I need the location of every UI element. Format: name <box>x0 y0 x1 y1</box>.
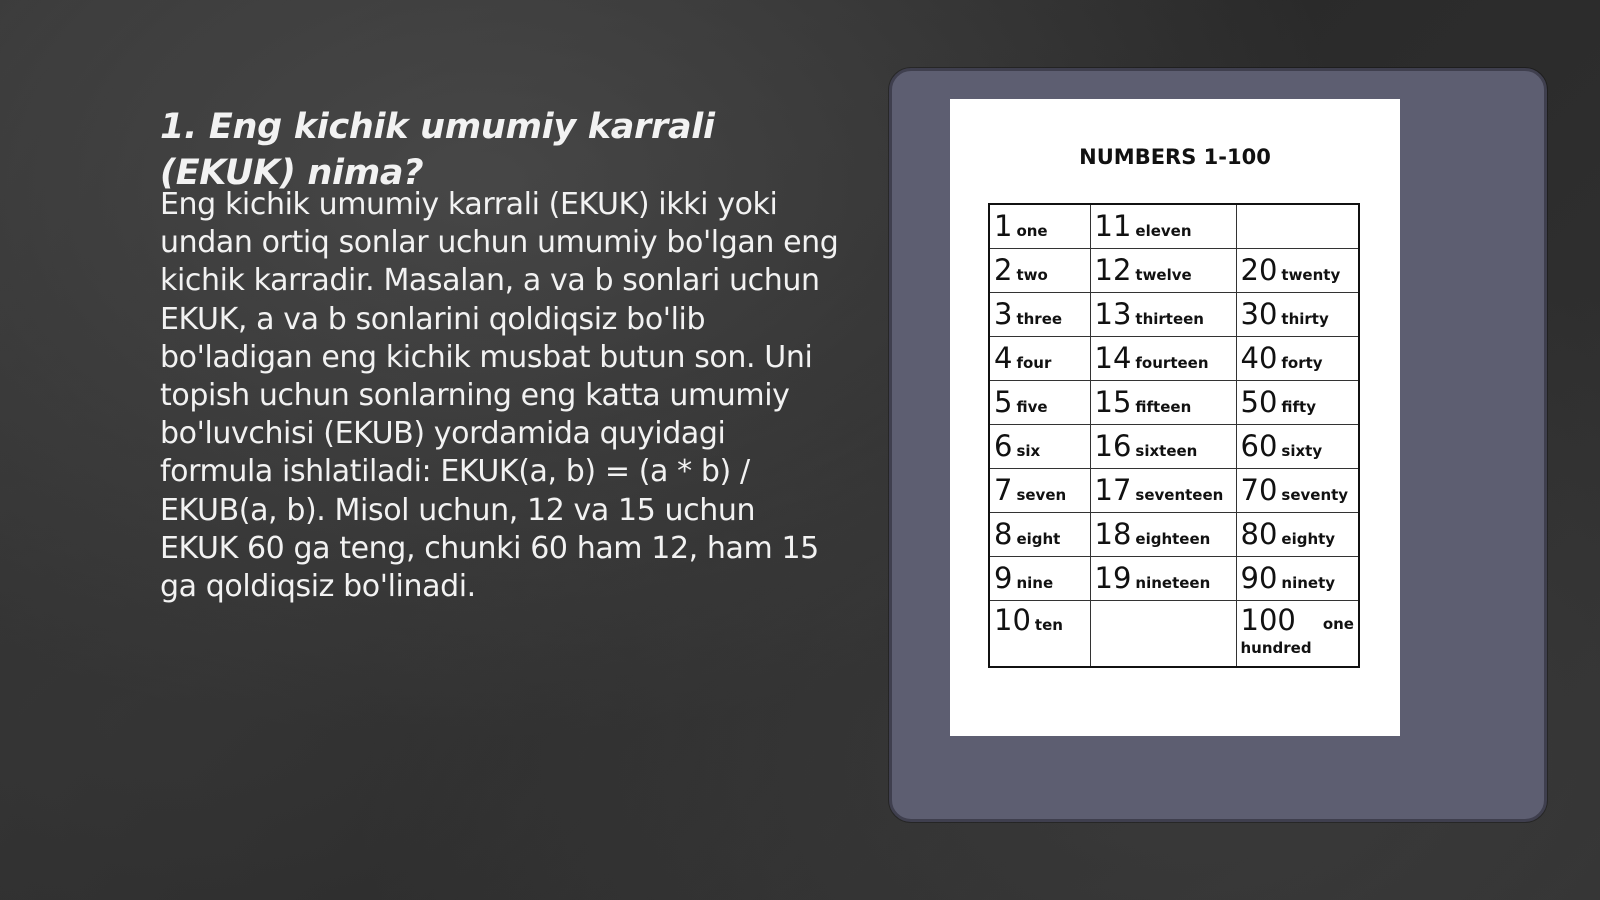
number-digits: 15 <box>1094 385 1132 419</box>
number-digits: 14 <box>1094 341 1132 375</box>
table-cell <box>1236 248 1359 292</box>
numbers-chart-image <box>950 99 1400 736</box>
table-cell <box>1236 512 1359 556</box>
number-word: nine <box>1016 574 1054 592</box>
numbers-table <box>988 203 1360 668</box>
table-cell <box>989 248 1090 292</box>
table-cell <box>989 468 1090 512</box>
table-cell-empty <box>1090 600 1236 667</box>
numbers-table-body <box>989 204 1359 667</box>
table-cell <box>989 512 1090 556</box>
number-digits: 9 <box>994 561 1013 595</box>
table-cell <box>1236 204 1359 248</box>
table-row <box>989 292 1359 336</box>
table-cell <box>1236 380 1359 424</box>
table-cell <box>1090 556 1236 600</box>
table-cell <box>1090 512 1236 556</box>
table-row <box>989 248 1359 292</box>
table-cell <box>1236 556 1359 600</box>
number-digits: 40 <box>1240 341 1278 375</box>
table-row <box>989 424 1359 468</box>
number-word: seven <box>1016 486 1067 504</box>
table-cell <box>1090 204 1236 248</box>
hundred-cell-content <box>1240 602 1355 665</box>
number-digits: 13 <box>1094 297 1132 331</box>
number-digits: 80 <box>1240 517 1278 551</box>
slide-body-text: Eng kichik umumiy karrali (EKUK) ikki yoki undan ortiq sonlar uchun umumiy bo'lgan eng kichik karradir. Masalan, a va b sonlari uchun EKUK, a va b sonlarini qoldiqsiz bo'lib bo'ladigan eng kichik musbat butun son. Uni topish uchun sonlarning eng katta umumiy bo'luvchisi (EKUB) yordamida quyidagi formula ishlatiladi: EKUK(a, b) = (a * b) / EKUB(a, b). Misol uchun, 12 va 15 uchun EKUK 60 ga teng, chunki 60 ham 12, ham 15 ga qoldiqsiz bo'linadi. <box>160 187 839 605</box>
table-row <box>989 204 1359 248</box>
text-block <box>160 104 840 606</box>
number-digits: 3 <box>994 297 1013 331</box>
table-cell <box>989 204 1090 248</box>
number-digits: 10 <box>994 602 1031 637</box>
number-word: fifteen <box>1135 398 1192 416</box>
table-cell <box>1090 424 1236 468</box>
number-digits: 50 <box>1240 385 1278 419</box>
number-word: ninety <box>1281 574 1336 592</box>
slide-heading: 1. Eng kichik umumiy karrali (EKUK) nima? <box>160 107 715 193</box>
number-word: hundred <box>1240 638 1312 657</box>
number-digits: 1 <box>994 209 1013 244</box>
number-word: nineteen <box>1135 574 1211 592</box>
table-cell <box>989 336 1090 380</box>
number-word: seventeen <box>1135 486 1224 504</box>
number-word: sixteen <box>1135 442 1198 460</box>
number-word: six <box>1016 442 1041 460</box>
number-digits: 90 <box>1240 561 1278 595</box>
table-cell <box>989 292 1090 336</box>
number-word: twelve <box>1135 266 1192 284</box>
number-word: four <box>1016 354 1052 372</box>
number-word: eleven <box>1135 222 1192 241</box>
table-cell <box>989 424 1090 468</box>
number-digits: 16 <box>1094 429 1132 463</box>
table-cell <box>1236 424 1359 468</box>
table-cell <box>989 380 1090 424</box>
number-digits: 11 <box>1094 209 1132 244</box>
numbers-chart-title: NUMBERS 1-100 <box>1079 145 1271 169</box>
table-cell <box>1090 292 1236 336</box>
number-word: eighty <box>1281 530 1336 548</box>
table-row <box>989 336 1359 380</box>
number-word: seventy <box>1281 486 1349 504</box>
number-digits: 4 <box>994 341 1013 375</box>
number-word: one <box>1322 614 1354 633</box>
number-word: two <box>1016 266 1048 284</box>
number-digits: 60 <box>1240 429 1278 463</box>
table-cell <box>1090 380 1236 424</box>
number-digits: 20 <box>1240 253 1278 287</box>
table-cell <box>989 600 1090 667</box>
number-word: thirteen <box>1135 310 1204 328</box>
number-digits: 30 <box>1240 297 1278 331</box>
table-cell <box>989 556 1090 600</box>
table-cell <box>1236 600 1359 667</box>
number-word: five <box>1016 398 1048 416</box>
number-word: forty <box>1281 354 1323 372</box>
table-cell <box>1236 468 1359 512</box>
table-row <box>989 556 1359 600</box>
number-digits: 12 <box>1094 253 1132 287</box>
number-digits: 70 <box>1240 473 1278 507</box>
number-digits: 5 <box>994 385 1013 419</box>
number-word: twenty <box>1281 266 1341 284</box>
number-word: thirty <box>1281 310 1329 328</box>
table-row <box>989 600 1359 667</box>
table-cell <box>1090 248 1236 292</box>
table-row <box>989 468 1359 512</box>
table-row <box>989 512 1359 556</box>
table-cell <box>1090 336 1236 380</box>
number-digits: 100 <box>1240 602 1296 637</box>
number-word: eight <box>1016 530 1061 548</box>
table-cell <box>1236 336 1359 380</box>
number-word: eighteen <box>1135 530 1211 548</box>
table-row <box>989 380 1359 424</box>
number-digits: 6 <box>994 429 1013 463</box>
table-cell <box>1090 468 1236 512</box>
table-cell <box>1236 292 1359 336</box>
number-word: ten <box>1034 615 1063 634</box>
number-digits: 17 <box>1094 473 1132 507</box>
number-word: three <box>1016 310 1063 328</box>
number-word: fifty <box>1281 398 1316 416</box>
number-digits: 8 <box>994 517 1013 551</box>
number-word: fourteen <box>1135 354 1209 372</box>
number-digits: 19 <box>1094 561 1132 595</box>
number-word: sixty <box>1281 442 1323 460</box>
number-digits: 7 <box>994 473 1013 507</box>
number-digits: 18 <box>1094 517 1132 551</box>
number-digits: 2 <box>994 253 1013 287</box>
number-word: one <box>1016 222 1048 241</box>
